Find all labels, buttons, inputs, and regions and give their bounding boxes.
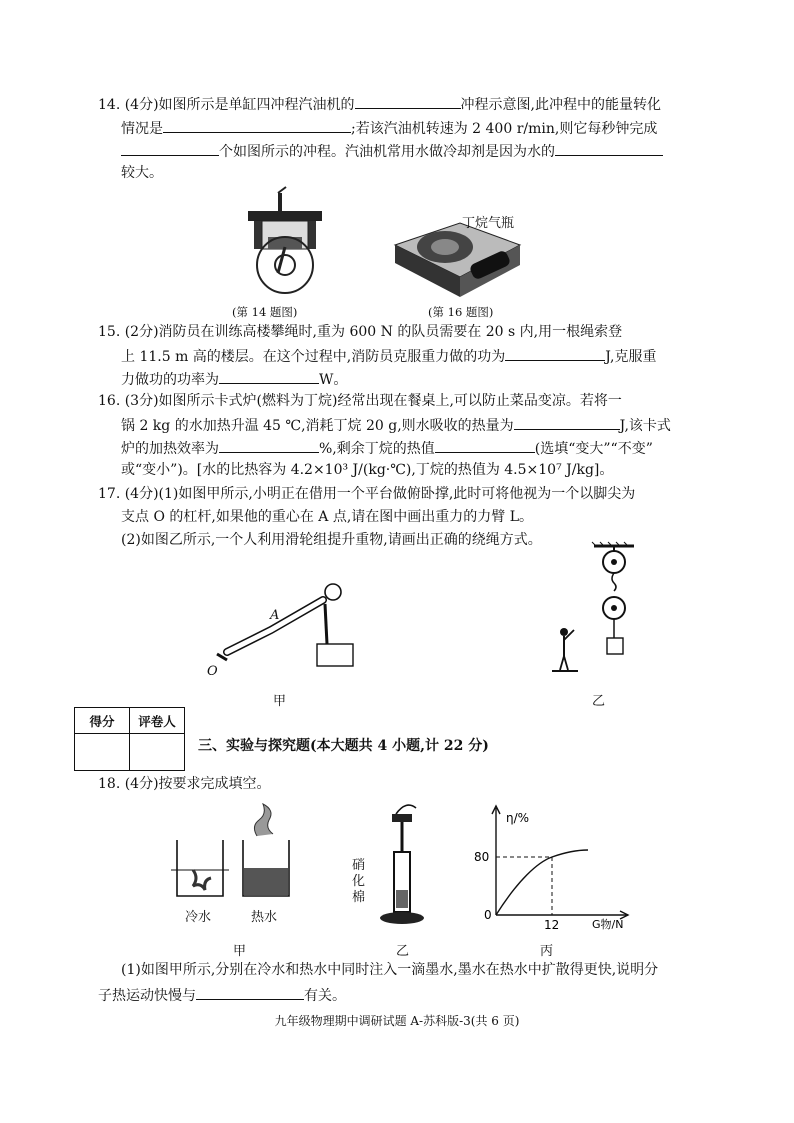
q14-line1: 14. (4分)如图所示是单缸四冲程汽油机的 冲程示意图,此冲程中的能量转化: [98, 93, 661, 115]
grader-cell[interactable]: [130, 734, 185, 771]
engine-figure: [240, 185, 330, 300]
fire-syringe-figure: [372, 800, 432, 930]
label-O: O: [207, 664, 218, 679]
answer-blank[interactable]: [219, 437, 319, 453]
answer-blank[interactable]: [514, 414, 620, 430]
q17-line2: 支点 O 的杠杆,如果他的重心在 A 点,请在图中画出重力的力臂 L。: [121, 509, 534, 525]
answer-blank[interactable]: [121, 140, 219, 156]
label-cotton: 硝化棉: [352, 858, 366, 905]
tick-0: 0: [484, 908, 492, 922]
answer-blank[interactable]: [163, 117, 351, 133]
label-fig-bing: 丙: [540, 944, 554, 959]
q14-line2: 情况是 ;若该汽油机转速为 2 400 r/min,则它每秒钟完成: [121, 117, 657, 139]
score-cell[interactable]: [75, 734, 130, 771]
page-footer: 九年级物理期中调研试题 A-苏科版-3(共 6 页): [274, 1014, 520, 1028]
q18-p1-line2: 子热运动快慢与 有关。: [98, 984, 346, 1006]
pushup-figure: [205, 570, 365, 680]
caption-fig14: (第 14 题图): [232, 305, 298, 319]
q14-line3: 个如图所示的冲程。汽油机常用水做冷却剂是因为水的: [121, 140, 663, 162]
label-cold-water: 冷水: [185, 910, 212, 925]
section3-title: 三、实验与探究题(本大题共 4 小题,计 22 分): [198, 738, 489, 754]
q15-line2: 上 11.5 m 高的楼层。在这个过程中,消防员克服重力做的功为 J,克服重: [121, 345, 657, 367]
q16-line4: 或“变小”)。[水的比热容为 4.2×10³ J/(kg·℃),丁烷的热值为 4.5×10⁷ J/kg]。: [121, 462, 614, 478]
q18-line1: 18. (4分)按要求完成填空。: [98, 776, 271, 792]
answer-blank[interactable]: [555, 140, 663, 156]
answer-blank[interactable]: [435, 437, 535, 453]
label-jia: 甲: [273, 694, 287, 709]
q15-line1: 15. (2分)消防员在训练高楼攀绳时,重为 600 N 的队员需要在 20 s 内,用一根绳索登: [98, 324, 623, 340]
label-yi: 乙: [592, 694, 606, 709]
answer-blank[interactable]: [219, 368, 319, 384]
y-axis-label: η/%: [506, 811, 530, 825]
label-A: A: [270, 608, 280, 623]
tick-80: 80: [474, 850, 490, 864]
q16-line2: 锅 2 kg 的水加热升温 45 ℃,消耗丁烷 20 g,则水吸收的热量为 J,该卡式: [121, 414, 671, 436]
q16-line3: 炉的加热效率为 %,剩余丁烷的热值 (选填“变大”“不变”: [121, 437, 653, 459]
answer-blank[interactable]: [196, 984, 304, 1000]
beakers-figure: [165, 800, 305, 900]
bottle-label: 丁烷气瓶: [462, 216, 515, 231]
q17-line1: 17. (4分)(1)如图甲所示,小明正在借用一个平台做俯卧撑,此时可将他视为一个以脚尖为: [98, 486, 636, 502]
answer-blank[interactable]: [355, 93, 461, 109]
caption-fig16: (第 16 题图): [428, 305, 494, 319]
efficiency-curve: [496, 850, 588, 915]
pulley-figure: [550, 540, 640, 680]
label-fig-jia: 甲: [233, 944, 247, 959]
score-head: 得分: [75, 708, 130, 734]
q14-line4: 较大。: [121, 165, 163, 181]
tick-12: 12: [544, 918, 560, 930]
answer-blank[interactable]: [505, 345, 605, 361]
x-axis-label: G物/N: [592, 918, 624, 930]
score-table: [74, 707, 185, 771]
q15-line3: 力做功的功率为 W。: [121, 368, 347, 390]
q17-line3: (2)如图乙所示,一个人利用滑轮组提升重物,请画出正确的绕绳方式。: [121, 532, 542, 548]
efficiency-chart: [468, 800, 638, 930]
grader-head: 评卷人: [130, 708, 185, 734]
label-fig-yi: 乙: [396, 944, 410, 959]
q16-line1: 16. (3分)如图所示卡式炉(燃料为丁烷)经常出现在餐桌上,可以防止菜品变凉。若将一: [98, 393, 622, 409]
q18-p1-line1: (1)如图甲所示,分别在冷水和热水中同时注入一滴墨水,墨水在热水中扩散得更快,说明分: [121, 962, 659, 978]
y-axis: [492, 806, 500, 915]
label-hot-water: 热水: [251, 910, 278, 925]
